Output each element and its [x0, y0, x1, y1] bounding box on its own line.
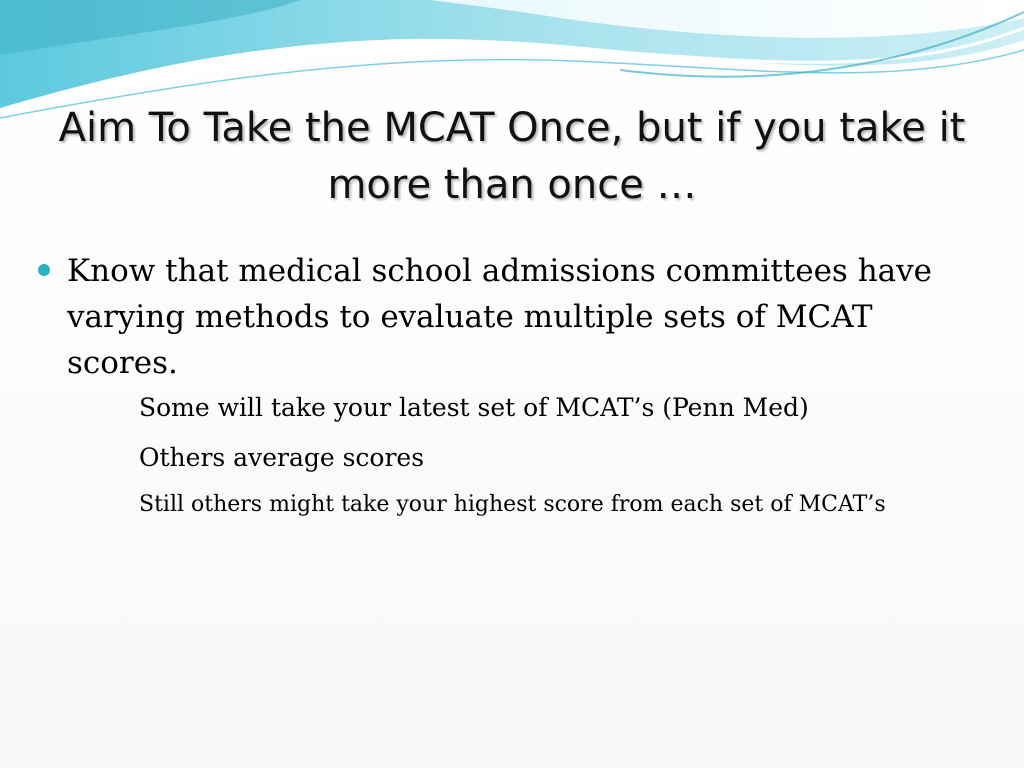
subpoint-latest: Some will take your latest set of MCAT’s (Penn Med) — [139, 393, 809, 422]
bullet-item — [36, 248, 986, 386]
bullet-dot-icon — [38, 264, 50, 276]
slide-body — [36, 248, 986, 521]
subpoint-average: Others average scores — [139, 443, 425, 472]
bullet-text: Know that medical school admissions committees have varying methods to evaluate multiple sets of MCAT scores. — [67, 253, 933, 381]
subpoint-highest: Still others might take your highest score from each set of MCAT’s — [139, 492, 886, 517]
slide-title: Aim To Take the MCAT Once, but if you take it more than once … — [58, 105, 966, 208]
